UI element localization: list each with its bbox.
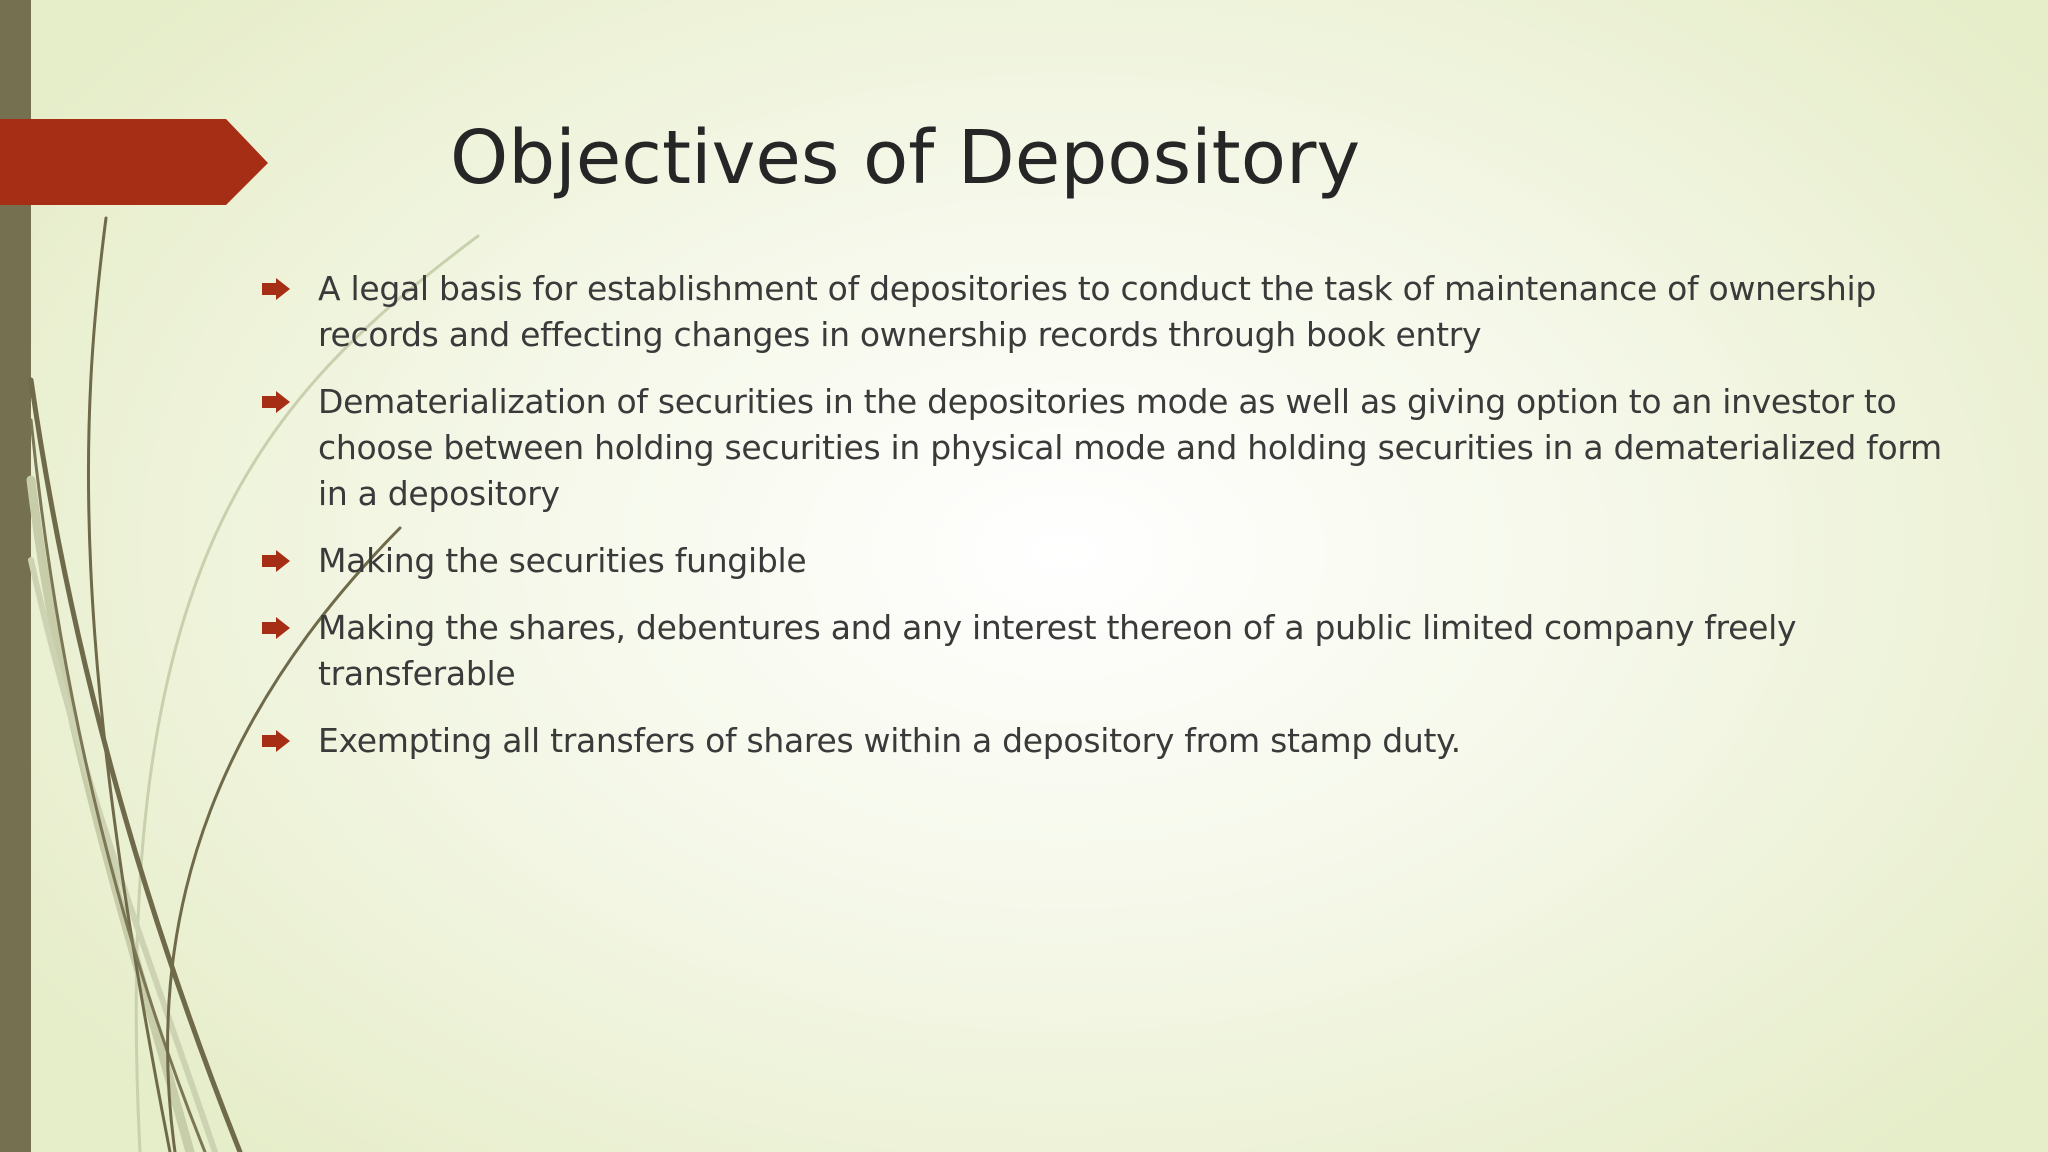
bullet-text: Making the shares, debentures and any interest thereon of a public limited company freely transferable — [318, 608, 1797, 693]
bullet-list — [262, 266, 1962, 785]
bullet-item — [262, 605, 1962, 697]
arrow-right-icon — [262, 391, 290, 413]
bullet-text: Making the securities fungible — [318, 541, 807, 580]
arrow-right-icon — [262, 617, 290, 639]
bullet-item — [262, 266, 1962, 358]
bullet-item — [262, 718, 1962, 764]
title-pointer-banner — [0, 119, 270, 207]
bullet-text: A legal basis for establishment of depositories to conduct the task of maintenance of ownership records and effecting changes in ownership records through book entry — [318, 269, 1877, 354]
arrow-right-icon — [262, 550, 290, 572]
slide-title: Objectives of Depository — [450, 115, 1361, 201]
bullet-text: Exempting all transfers of shares within a depository from stamp duty. — [318, 721, 1461, 760]
arrow-right-icon — [262, 730, 290, 752]
bullet-item — [262, 538, 1962, 584]
bullet-text: Dematerialization of securities in the depositories mode as well as giving option to an investor to choose between holding securities in physical mode and holding securities in a dematerialized form in a depository — [318, 382, 1942, 513]
arrow-right-icon — [262, 278, 290, 300]
bullet-item — [262, 379, 1962, 517]
